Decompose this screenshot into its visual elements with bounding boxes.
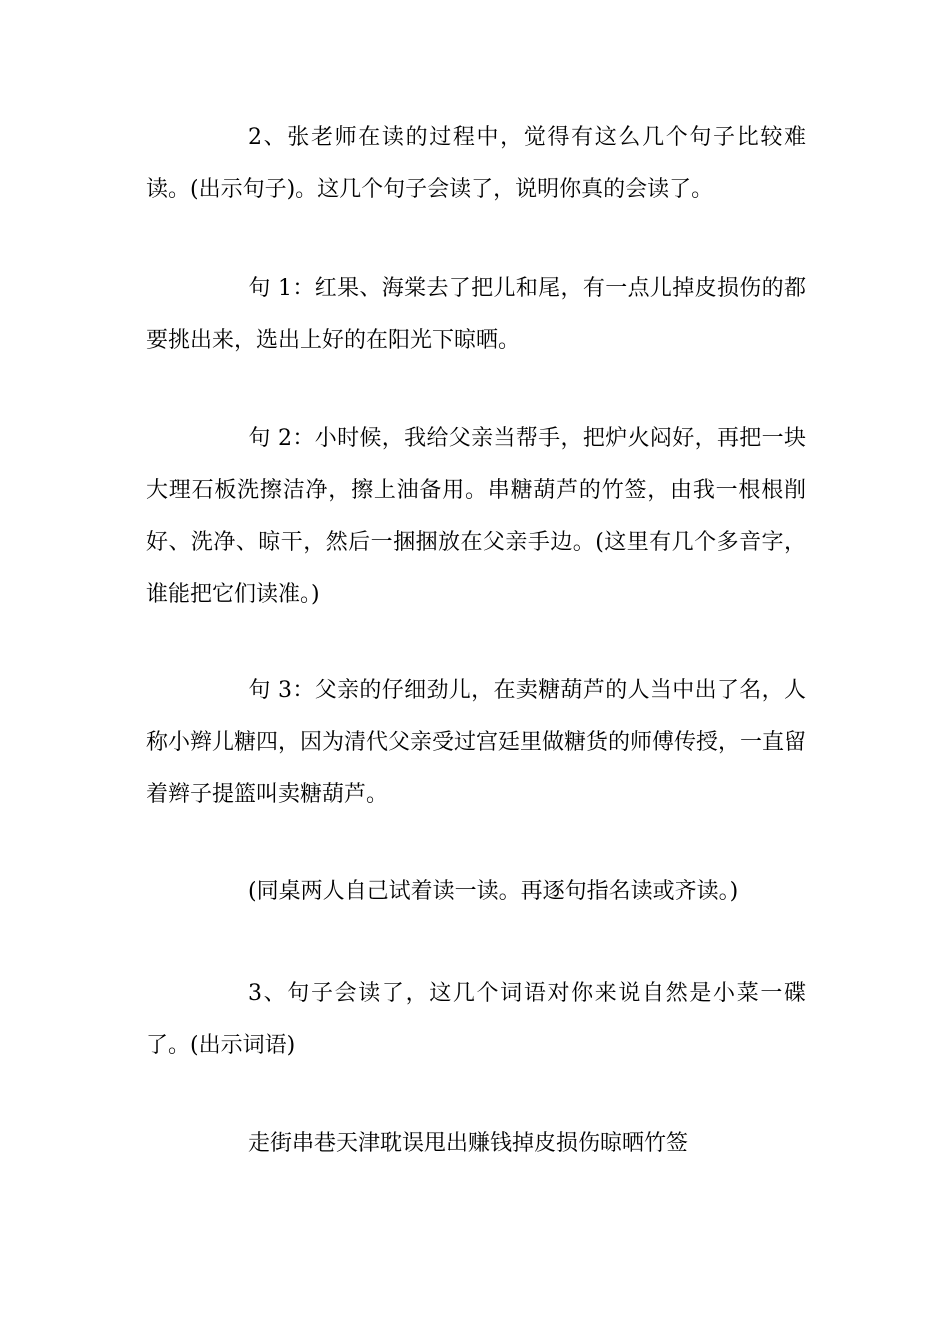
paragraph-sentence-2 xyxy=(146,413,806,621)
paragraph-text: 3、句子会读了，这几个词语对你来说自然是小菜一碟了。(出示词语) xyxy=(146,981,806,1058)
paragraph-text: 句 2：小时候，我给父亲当帮手，把炉火闷好，再把一块大理石板洗擦洁净，擦上油备用。串糖葫芦的竹签，由我一根根削好、洗净、晾干，然后一捆捆放在父亲手边。(这里有几个多音字，谁能把它们读准。) xyxy=(146,426,806,607)
paragraph-text: 走街串巷天津耽误甩出赚钱掉皮损伤晾晒竹签 xyxy=(248,1131,689,1156)
paragraph-reading-note xyxy=(146,866,806,918)
paragraph-sentence-1 xyxy=(146,263,806,367)
paragraph-text: 句 3：父亲的仔细劲儿，在卖糖葫芦的人当中出了名，人称小辫儿糖四，因为清代父亲受过宫廷里做糖货的师傅传授，一直留着辫子提篮叫卖糖葫芦。 xyxy=(146,678,807,807)
paragraph-sentence-3 xyxy=(146,665,806,821)
paragraph-text: 句 1：红果、海棠去了把儿和尾，有一点儿掉皮损伤的都要挑出来，选出上好的在阳光下晾晒。 xyxy=(146,276,806,353)
paragraph-vocabulary-list xyxy=(146,1118,806,1170)
paragraph-text: (同桌两人自己试着读一读。再逐句指名读或齐读。) xyxy=(248,879,739,904)
paragraph-instruction-3 xyxy=(146,968,806,1072)
paragraph-instruction-2 xyxy=(146,112,806,216)
paragraph-text: 2、张老师在读的过程中，觉得有这么几个句子比较难读。(出示句子)。这几个句子会读了，说明你真的会读了。 xyxy=(146,125,806,202)
